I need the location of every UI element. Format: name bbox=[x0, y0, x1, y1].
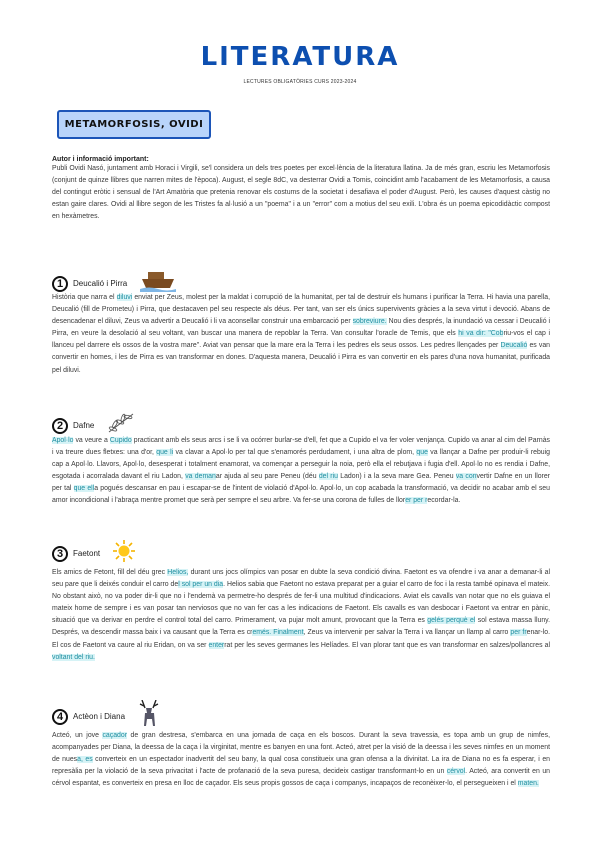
section-body-4 bbox=[52, 730, 550, 790]
highlighted-text: emés. Finalment bbox=[252, 629, 304, 637]
highlighted-text: va con bbox=[455, 473, 477, 481]
highlighted-text: Helios, bbox=[167, 569, 189, 576]
section-body-2 bbox=[52, 435, 550, 508]
highlighted-text: del riu bbox=[318, 473, 338, 481]
section-title: Actèon i Diana bbox=[73, 712, 126, 721]
text-segment: de gran destresa, s'embarca en una jornada de caça en els boscos. Durant la seva travessia, es topa amb un grup de nimfes, acompanyades per Diana, la deessa de la caça i la virginitat, mentre es banyen en una font. Acteó, atret per la visió de la deessa i les seves nimfes en un moment de nues bbox=[52, 732, 550, 764]
section-heading-4 bbox=[52, 700, 160, 733]
highlighted-text: Apol·lo bbox=[52, 437, 74, 444]
text-segment: enar-lo. El cos de Faetont va caure al riu Eridan, on va ser bbox=[52, 629, 550, 649]
section-paragraph bbox=[52, 435, 550, 508]
highlighted-text: gelés perquè el bbox=[427, 617, 476, 625]
highlighted-text: que bbox=[416, 449, 428, 457]
text-segment: es van convertir en homes, i les de Pirra es van transformar en dones. D'aquesta manera, Deucalió i Pirra es van convertir en els pares d'una nova humanitat, purificada pel diluvi. bbox=[52, 342, 550, 374]
text-segment: ar ajuda al seu pare Peneu (déu bbox=[215, 473, 319, 481]
sun-icon bbox=[113, 540, 135, 567]
highlighted-text: a, es bbox=[77, 756, 93, 764]
text-segment: Publi Ovidi Nasó, juntament amb Horaci i Virgili, se'l considera un dels tres poetes per excel·lència de la literatura llatina. Ja de més gran, escriu les Metamorfosis (conjunt de quinze llibres que narren mites de l'època). August, el segle 8dC, va desterrar Ovidi a Tomis, coincidint amb l'acabament de les Metamorfosis, a causa del contingut eròtic i sensual de l'Art Amatòria que pretenia renovar els costums de la societat i desafiava el poder d'August. Però, les causes d'aquest càstig no estan gaire clares. Ovidi al llibre segon de les Tristes fa al·lusió a un "poema" i a un "error" com a motius del seu exili. L'obra és un poema epicodidàctic compost en hexàmetres. bbox=[52, 165, 550, 221]
author-section bbox=[52, 156, 550, 223]
text-segment: converteix en un espectador inadvertit del seu bany, la qual cosa constitueix una gran ofensa a la divinitat. La ira de Diana no es fa esperar, i en represàlia per la violació de la seva privacitat i l'acte de profanació de la seva puresa, decideix castigar transformant-lo en un bbox=[52, 756, 550, 776]
text-segment: Història que narra el bbox=[52, 294, 117, 301]
section-body-3 bbox=[52, 567, 550, 664]
text-segment: enviat per Zeus, molest per la maldat i corrupció de la humanitat, per tal de destruir els humans i purificar la Terra. Hi havia una parella, Deucalió (fill de Prometeu) i Pirra, que destacaven pel seu respecte als déus. Per tant, van ser els únics supervivents gràcies a la seva virtut i devoció. Abans de desencadenar el diluvi, Zeus va advertir a Deucalió i li va aconsellar construir una embarcació per bbox=[52, 294, 550, 326]
highlighted-text: maten. bbox=[517, 780, 539, 788]
highlighted-text: er per r bbox=[405, 497, 428, 505]
highlighted-text: enter bbox=[208, 641, 225, 649]
section-paragraph bbox=[52, 292, 550, 377]
section-title: Deucalió i Pirra bbox=[73, 279, 128, 288]
text-segment: Els amics de Fetont, fill del déu grec bbox=[52, 569, 168, 576]
text-segment: a pogués descansar en pau i escapar-se de l'intent de violació d'Apol·lo. Apol·lo, un cop acabada la transformació, va decidir no acabar amb el seu amor incondicional i l'abraça mentre promet que serà per sempre el seu arbre. Va fer-se una corona de fulles de llor bbox=[52, 485, 550, 505]
text-segment: vertir Dafne en un llorer per tal bbox=[52, 473, 550, 493]
number-badge: 1 bbox=[52, 276, 68, 292]
text-segment: ecordar-la. bbox=[427, 497, 461, 505]
text-segment: durant uns jocs olímpics van posar en dubte la seva condició divina. Faetont es va ofendre i va anar a demanar-li al seu pare que li deixés conduir el carro de bbox=[52, 569, 550, 589]
deer-icon bbox=[138, 700, 160, 733]
highlighted-text: cérvol bbox=[446, 768, 466, 776]
text-segment: Acteó, un jove bbox=[52, 732, 103, 739]
text-segment: , Zeus va intervenir per salvar la Terra i va llançar un llamp al carro bbox=[303, 629, 511, 637]
text-segment: va llançar a Dafne per produir-li rebuig cap a Apol·lo. Llavors, Apol·lo, desesperat i totalment enamorat, va començar a perseguir la noia, però ella el rebutjava i fugia d'ell. Apol·lo no es rendia i Dafne, esgotada i acorralada davant el riu Ladon, bbox=[52, 449, 550, 481]
author-label: Autor i informació important: bbox=[52, 156, 149, 163]
highlighted-text: que ell bbox=[73, 485, 95, 493]
highlighted-text: va deman bbox=[185, 473, 216, 481]
highlighted-text: caçador bbox=[102, 732, 127, 739]
highlighted-text: per fr bbox=[510, 629, 527, 637]
page-subtitle: LECTURES OBLIGATÒRIES CURS 2023-2024 bbox=[243, 79, 357, 85]
number-badge: 4 bbox=[52, 709, 68, 725]
work-title-box: METAMORFOSIS, OVIDI bbox=[57, 110, 211, 139]
text-segment: Nou dies després, la inundació va cessar i Deucalió i Pirra, en veure la desolació al seu voltant, van buscar una manera de repoblar la Terra. Van consultar l'oracle de Temis, que els bbox=[52, 318, 550, 338]
author-paragraph bbox=[52, 163, 550, 223]
text-segment: sol estava massa lluny. Després, va descendir massa baix i va causant que la Terra es cr bbox=[52, 617, 551, 637]
highlighted-text: que li bbox=[156, 449, 174, 457]
highlighted-text: hi va dir: "Cob bbox=[458, 330, 504, 338]
number-badge: 3 bbox=[52, 546, 68, 562]
text-segment: riu-vos el cap i llanceu pel darrere els ossos de la vostra mare". Aviat van pensar que la mare era la Terra i les pedres els seus ossos. Les pedres llençades per bbox=[52, 330, 550, 350]
text-segment: Ladon) i a la seva mare Gea. Peneu bbox=[337, 473, 456, 481]
highlighted-text: Cupido bbox=[109, 437, 132, 444]
text-segment: va veure a bbox=[73, 437, 110, 444]
highlighted-text: Deucalió bbox=[500, 342, 528, 350]
text-segment: practicant amb els seus arcs i se li va ocórrer burlar-se d'ell, fet que a Cupido el va fer voler venjança. Cupido va anar al cim del Parnàs i va treure dues fletxes: una d'or, bbox=[52, 437, 550, 457]
text-segment: va clavar a Apol·lo per tal que s'enamorés perdudament, i una altra de plom, bbox=[173, 449, 417, 457]
highlighted-text: diluvi bbox=[116, 294, 133, 301]
section-title: Dafne bbox=[73, 421, 95, 430]
highlighted-text: voltant del riu. bbox=[52, 653, 95, 661]
text-segment: . Helios sabia que Faetont no estava preparat per a guiar el carro de foc i la resta també opinava el mateix. No obstant això, no va poder dir-li que no i l'endemà va permetre-ho després de fer-li una multitud d'indicacions. Aviat els cavalls van notar que no els guiava el mateix home de sempre i es van posar tan nerviosos que no van fer cas a les indicacions de Faetont. Els cavalls es van desbocar i Faetont va entrar en pànic, situació que va derivar en perdre el control total del carro. Primerament, va pujar molt amunt, provocant que la Terra es bbox=[52, 581, 550, 625]
text-segment: rat per les seves germanes les Helíades. El van plorar tant que es van transformar en salzes/pollancres al bbox=[224, 641, 550, 649]
number-badge: 2 bbox=[52, 418, 68, 434]
text-segment: . Acteó, ara convertit en un cérvol espantat, es converteix en presa en lloc de caçador. Els seus propis gossos de caça i companys, incapaços de reconèixer-lo, el persegueixen i el bbox=[52, 768, 550, 788]
highlighted-text: l sol per un dia bbox=[178, 581, 224, 589]
section-paragraph bbox=[52, 567, 550, 664]
section-body-1 bbox=[52, 292, 550, 377]
section-paragraph bbox=[52, 730, 550, 790]
page-title: LITERATURA bbox=[200, 42, 400, 72]
section-heading-3 bbox=[52, 540, 135, 567]
section-title: Faetont bbox=[73, 549, 101, 558]
highlighted-text: sobreviure. bbox=[352, 318, 387, 326]
